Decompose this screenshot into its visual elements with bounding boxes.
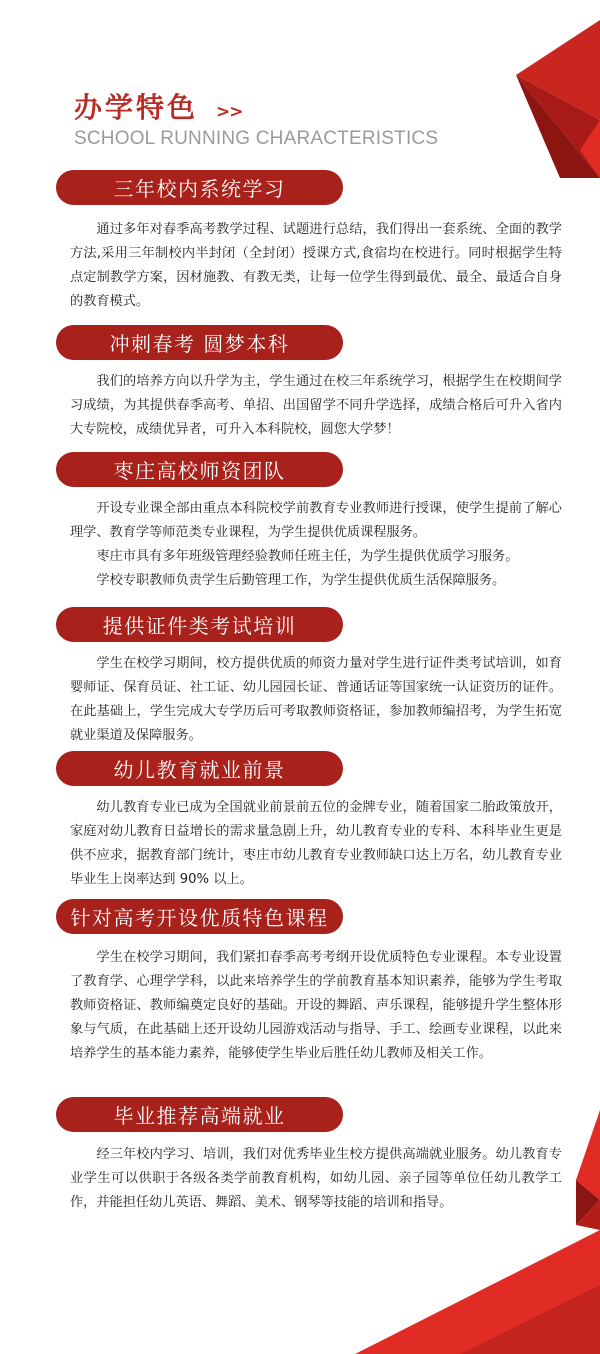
- section-body: [70, 370, 562, 442]
- section-paragraph: 开设专业课全部由重点本科院校学前教育专业教师进行授课，使学生提前了解心理学、教育学等师范类专业课程，为学生提供优质课程服务。: [70, 501, 562, 540]
- section-body: [70, 497, 562, 593]
- section-paragraph: 学生在校学习期间，我们紧扣春季高考考纲开设优质特色专业课程。本专业设置了教育学、心理学学科，以此来培养学生的学前教育基本知识素养，能够为学生考取教师资格证、教师编奠定良好的基础。开设的舞蹈、声乐课程，能够提升学生整体形象与气质，在此基础上还开设幼儿园游戏活动与指导、手工、绘画专业课程，以此来培养学生的基本能力素养，能够使学生毕业后胜任幼儿教师及相关工作。: [70, 950, 562, 1061]
- section-paragraph: 学生在校学习期间，校方提供优质的师资力量对学生进行证件类考试培训，如育婴师证、保育员证、社工证、幼儿园园长证、普通话证等国家统一认证资历的证件。在此基础上，学生完成大专学历后可考取教师资格证，参加教师编招考，为学生拓宽就业渠道及保障服务。: [70, 656, 562, 743]
- section-title-pill: 针对高考开设优质特色课程: [56, 899, 343, 934]
- section-title-pill: 枣庄高校师资团队: [56, 452, 343, 487]
- page-header: [74, 86, 438, 150]
- section-title-pill: 三年校内系统学习: [56, 170, 343, 205]
- section-paragraph: 幼儿教育专业已成为全国就业前景前五位的金牌专业，随着国家二胎政策放开，家庭对幼儿教育日益增长的需求量急剧上升，幼儿教育专业的专科、本科毕业生更是供不应求，据教育部门统计，枣庄市幼儿教育专业教师缺口达上万名，幼儿教育专业毕业生上岗率达到 90% 以上。: [70, 800, 562, 887]
- section-paragraph: 学校专职教师负责学生后勤管理工作，为学生提供优质生活保障服务。: [96, 573, 506, 588]
- section-paragraph: 我们的培养方向以升学为主，学生通过在校三年系统学习，根据学生在校期间学习成绩，为其提供春季高考、单招、出国留学不同升学选择，成绩合格后可升入省内大专院校，成绩优异者，可升入本科院校，圆您大学梦！: [70, 374, 562, 437]
- section-title-pill: 提供证件类考试培训: [56, 607, 343, 642]
- section-title-pill: 幼儿教育就业前景: [56, 751, 343, 786]
- section-paragraph: 经三年校内学习、培训，我们对优秀毕业生校方提供高端就业服务。幼儿教育专业学生可以供职于各级各类学前教育机构，如幼儿园、亲子园等单位任幼儿教学工作，并能担任幼儿英语、舞蹈、美术、钢琴等技能的培训和指导。: [70, 1147, 562, 1210]
- page-title: 办学特色: [74, 91, 199, 124]
- section-body: [70, 652, 562, 748]
- section-body: [70, 796, 562, 892]
- section-title-pill: 冲刺春考 圆梦本科: [56, 325, 343, 360]
- section-body: [70, 218, 562, 314]
- section-paragraph: 通过多年对春季高考教学过程、试题进行总结，我们得出一套系统、全面的教学方法,采用三年制校内半封闭（全封闭）授课方式,食宿均在校进行。同时根据学生特点定制教学方案，因材施教、有教无类，让每一位学生得到最优、最全、最适合自身的教育模式。: [70, 222, 562, 309]
- section-body: [70, 946, 562, 1066]
- page-subtitle: SCHOOL RUNNING CHARACTERISTICS: [74, 128, 439, 149]
- section-body: [70, 1143, 562, 1215]
- double-chevron-right-icon: >>: [216, 102, 243, 122]
- section-title-pill: 毕业推荐高端就业: [56, 1097, 343, 1132]
- section-paragraph: 枣庄市具有多年班级管理经验教师任班主任，为学生提供优质学习服务。: [96, 549, 519, 564]
